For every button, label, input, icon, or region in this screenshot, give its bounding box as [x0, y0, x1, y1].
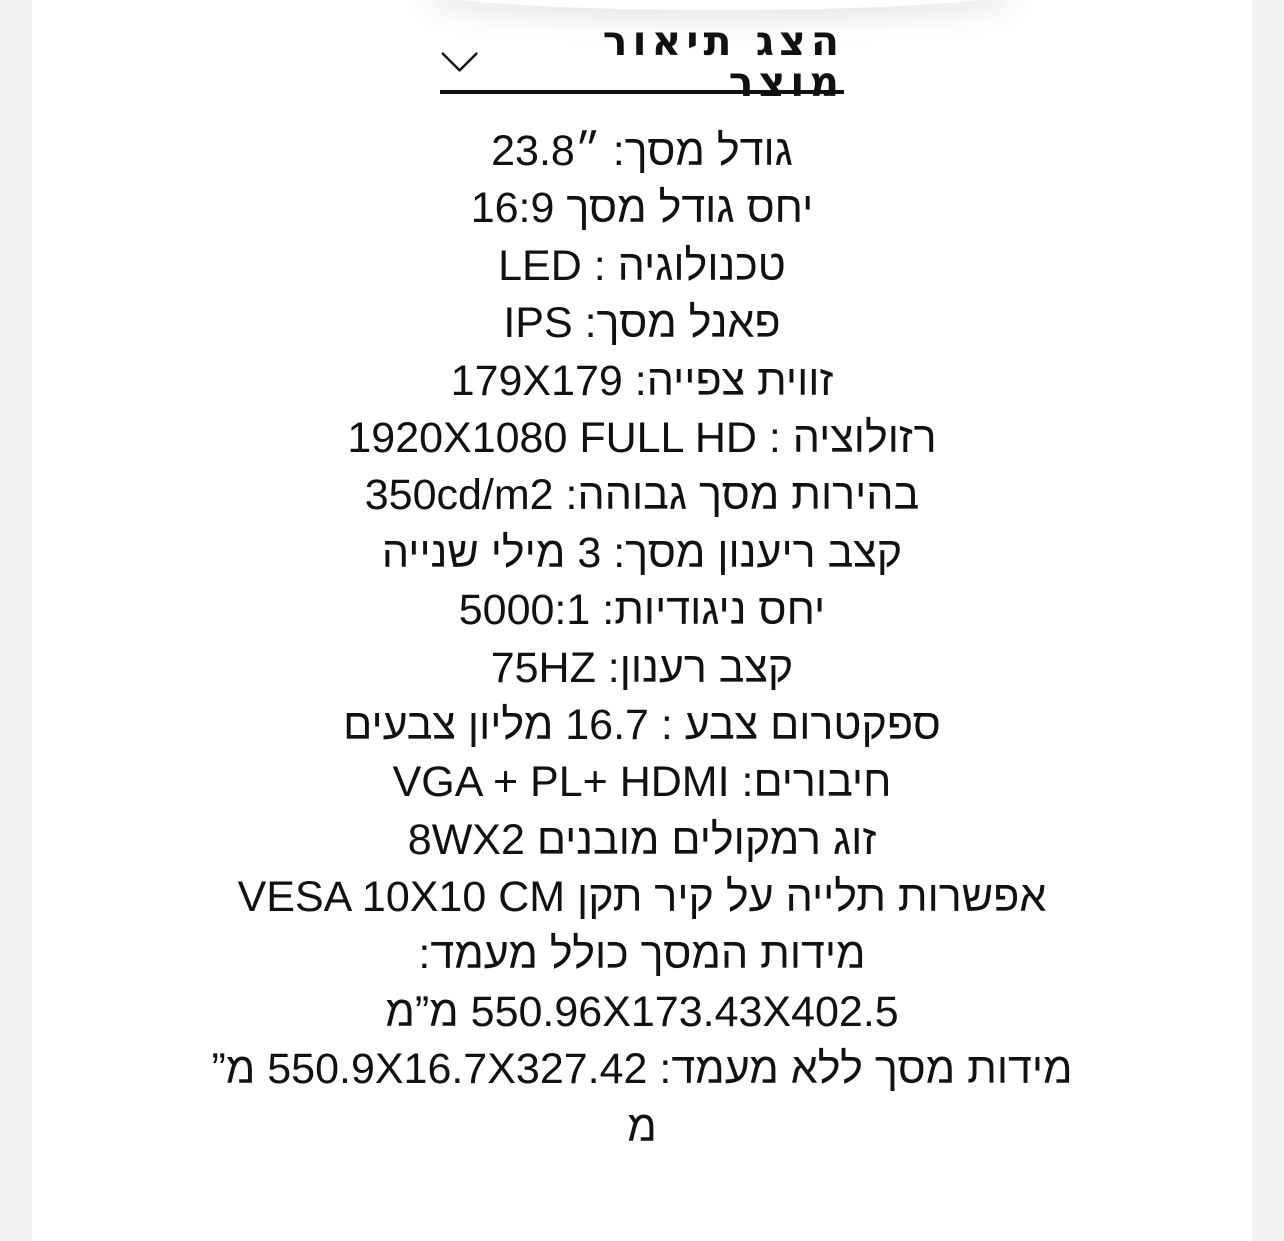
spec-line: חיבורים: VGA + PL+ HDMI [392, 758, 892, 807]
spec-line: פאנל מסך: IPS [503, 299, 781, 348]
spec-line: מ [627, 1102, 657, 1151]
spec-line: רזולוציה : 1920X1080 FULL HD [347, 413, 937, 462]
spec-line: ספקטרום צבע : 16.7 מליון צבעים [343, 700, 941, 749]
product-description [32, 123, 1252, 1156]
spec-line: זוג רמקולים מובנים 8WX2 [407, 815, 877, 864]
spec-line: יחס גודל מסך 16:9 [470, 184, 814, 233]
toggle-label: הצג תיאור מוצר [602, 17, 844, 106]
spec-line: זווית צפייה: 179X179 [450, 356, 834, 405]
spec-line: קצב ריענון מסך: 3 מילי שנייה [381, 528, 903, 577]
spec-line: 550.96X173.43X402.5 מ”מ [385, 987, 899, 1036]
spec-line: מידות המסך כולל מעמד: [418, 930, 866, 979]
spec-line: אפשרות תלייה על קיר תקן VESA 10X10 CM [237, 873, 1047, 922]
spec-line: בהירות מסך גבוהה: 350cd/m2 [364, 471, 920, 520]
show-description-toggle[interactable] [440, 17, 844, 106]
spec-line: מידות מסך ללא מעמד: 550.9X16.7X327.42 מ” [211, 1045, 1073, 1094]
spec-line: קצב רענון: 75HZ [490, 643, 794, 692]
spec-line: גודל מסך: ״23.8 [491, 127, 793, 175]
chevron-down-icon [440, 49, 479, 75]
spec-line: יחס ניגודיות: 5000:1 [458, 586, 826, 635]
spec-line: טכנולוגיה : LED [498, 241, 786, 290]
